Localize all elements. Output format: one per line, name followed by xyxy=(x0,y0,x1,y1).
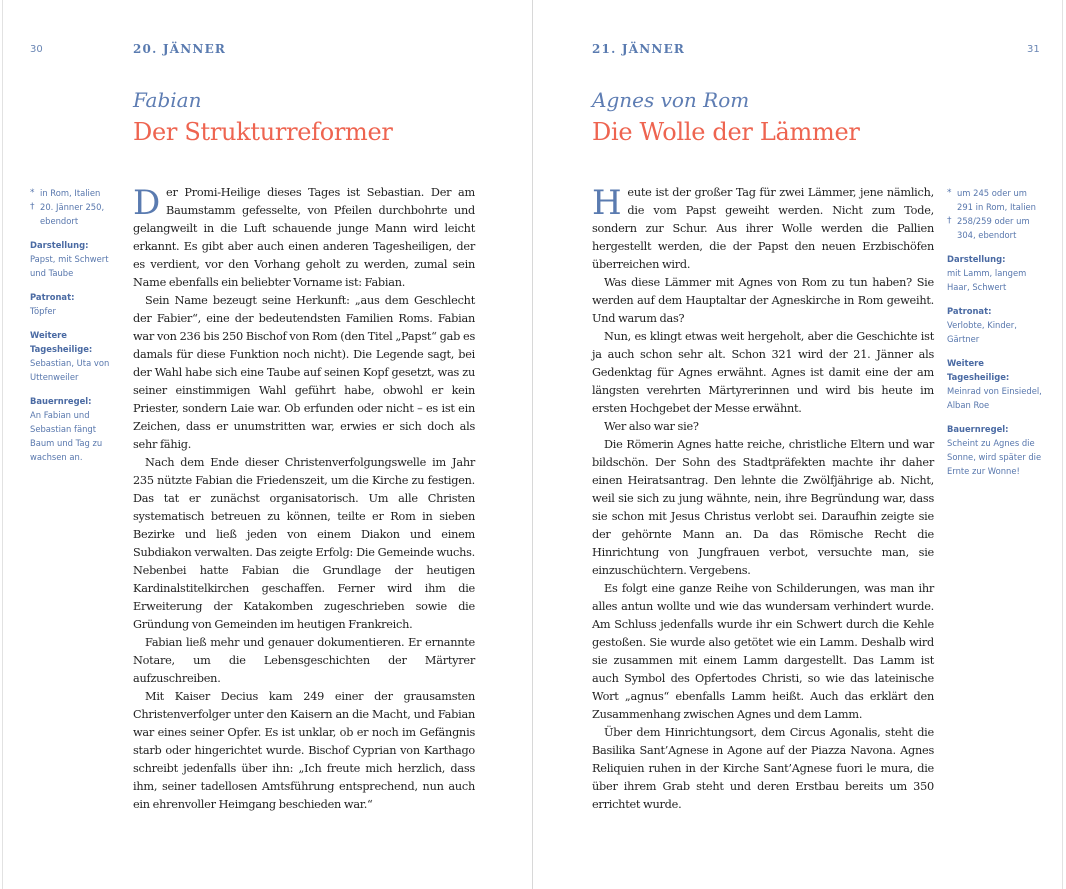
paragraph: Nun, es klingt etwas weit hergeholt, aber die Geschichte ist ja auch schon sehr alt. Schon 321 wird der 21. Jänner als Gedenktag für Agnes erwähnt. Agnes ist damit eine der am längsten verehrten Märtyrerinnen und wird bis heute im ersten Hochgebet der Messe erwähnt. xyxy=(592,330,934,415)
paragraph: Die Römerin Agnes hatte reiche, christliche Eltern und war bildschön. Der Sohn des Stadtpräfekten machte ihr daher einen Heiratsantrag. Den lehnte die Zwölfjährige ab. Nicht, weil sie sich zu jung wähnte, nein, ihre Begründung war, dass sie schon mit Jesus Christus verlobt sei. Daraufhin zeigte sie der gehörnte Mann an. Da das Römische Recht die Hinrichtung von Jungfrauen verbot, versuchte man, sie einzuschüchtern. Vergebens. xyxy=(592,438,934,577)
weitere-label: Weitere Tagesheilige: xyxy=(30,330,93,354)
page-number: 30 xyxy=(30,44,43,55)
body-text xyxy=(133,184,475,814)
birth-text: um 245 oder um 291 in Rom, Italien xyxy=(957,188,1036,212)
body-text xyxy=(592,184,934,814)
paragraph: Über dem Hinrichtungsort, dem Circus Agonalis, steht die Basilika Sant’Agnese in Agone auf der Piazza Navona. Agnes Reliquien ruhen in der Kirche Sant’Agnese fuori le mura, die über ihrem Grab steht und deren Erstbau bereits um 350 errichtet wurde. xyxy=(592,726,934,811)
paragraph: Was diese Lämmer mit Agnes von Rom zu tun haben? Sie werden auf dem Hauptaltar der Agneskirche in Rom geweiht. Und warum das? xyxy=(592,276,934,325)
saint-name: Agnes von Rom xyxy=(592,88,750,112)
patronat-block xyxy=(30,290,118,318)
birth-row xyxy=(947,186,1043,214)
birth-row xyxy=(30,186,118,200)
patronat-text: Töpfer xyxy=(30,306,57,316)
cross-icon: † xyxy=(947,216,952,226)
death-text: 20. Jänner 250, ebendort xyxy=(40,202,105,226)
darstellung-label: Darstellung: xyxy=(30,240,89,250)
bauernregel-block xyxy=(947,422,1043,478)
darstellung-text: Papst, mit Schwert und Taube xyxy=(30,254,109,278)
patronat-label: Patronat: xyxy=(30,292,75,302)
chapter-title: Die Wolle der Lämmer xyxy=(592,118,860,146)
death-row xyxy=(947,214,1043,242)
weitere-text: Meinrad von Einsiedel, Alban Roe xyxy=(947,386,1042,410)
saint-facts-sidebar xyxy=(947,186,1043,478)
page-number: 31 xyxy=(1027,44,1040,55)
paragraph: Sein Name bezeugt seine Herkunft: „aus dem Geschlecht der Fabier“, eine der bedeutendsten Familien Roms. Fabian war von 236 bis 250 Bischof von Rom (den Titel „Papst“ gab es damals für diese Funktion noch nicht). Die Legende sagt, bei der Wahl habe sich eine Taube auf seinen Kopf gesetzt, was zu seiner einstimmigen Wahl geführt habe, obwohl er kein Priester, sondern Laie war. Ob erfunden oder nicht – es ist ein Zeichen, dass er unumstritten war, erwies er sich doch als sehr fähig. xyxy=(133,294,475,451)
bauernregel-label: Bauernregel: xyxy=(30,396,92,406)
saint-facts-sidebar xyxy=(30,186,118,464)
birth-text: in Rom, Italien xyxy=(40,188,101,198)
paragraph: Es folgt eine ganze Reihe von Schilderungen, was man ihr alles antun wollte und wie das wundersam verhindert wurde. Am Schluss jedenfalls wurde ihr ein Schwert durch die Kehle gestoßen. Sie wurde also getötet wie ein Lamm. Deshalb wird sie zusammen mit einem Lamm dargestellt. Das Lamm ist auch Symbol des Opfertodes Christi, so wie das lateinische Wort „agnus“ ebenfalls Lamm heißt. Auch das erklärt den Zusammenhang zwischen Agnes und dem Lamm. xyxy=(592,582,934,721)
cross-icon: † xyxy=(30,202,35,212)
birth-icon: * xyxy=(947,188,952,198)
paragraph: Wer also war sie? xyxy=(604,420,699,433)
chapter-title: Der Strukturreformer xyxy=(133,118,393,146)
weitere-block xyxy=(947,356,1043,412)
paragraph: Mit Kaiser Decius kam 249 einer der grausamsten Christenverfolger unter den Kaisern an die Macht, und Fabian war eines seiner Opfer. Es ist unklar, ob er noch im Gefängnis starb oder hingerichtet wurde. Bischof Cyprian von Karthago schreibt jedenfalls über ihn: „Ich freute mich herzlich, dass ihm, seiner tadellosen Amtsführung entsprechend, nun auch ein ehrenvoller Heimgang beschieden war.“ xyxy=(133,690,475,811)
darstellung-block xyxy=(947,252,1043,294)
paragraph: Der Promi-Heilige dieses Tages ist Sebastian. Der am Baumstamm gefesselte, von Pfeilen durchbohrte und gelangweilt in die Luft schauende junge Mann wird leicht erkannt. Es gibt aber auch einen anderen Tagesheiligen, der es verdient, vor den Vorhang geholt zu werden, zumal sein Name ebenfalls ein beliebter Vorname ist: Fabian. xyxy=(133,183,475,289)
patronat-label: Patronat: xyxy=(947,306,992,316)
death-text: 258/259 oder um 304, ebendort xyxy=(957,216,1030,240)
patronat-block xyxy=(947,304,1043,346)
date-heading: 20. JÄNNER xyxy=(133,42,227,56)
bauernregel-label: Bauernregel: xyxy=(947,424,1009,434)
date-heading: 21. JÄNNER xyxy=(592,42,686,56)
darstellung-text: mit Lamm, langem Haar, Schwert xyxy=(947,268,1027,292)
darstellung-label: Darstellung: xyxy=(947,254,1006,264)
bauernregel-text: Scheint zu Agnes die Sonne, wird später die Ernte zur Wonne! xyxy=(947,438,1042,476)
bauernregel-block xyxy=(30,394,118,464)
darstellung-block xyxy=(30,238,118,280)
drop-cap: D xyxy=(133,183,161,223)
saint-name: Fabian xyxy=(133,88,202,112)
bauernregel-text: An Fabian und Sebastian fängt Baum und Tag zu wachsen an. xyxy=(30,410,103,462)
death-row xyxy=(30,200,118,228)
birth-icon: * xyxy=(30,188,35,198)
paragraph: Fabian ließ mehr und genauer dokumentieren. Er ernannte Notare, um die Lebensgeschichten der Märtyrer aufzuschreiben. xyxy=(133,636,475,685)
weitere-text: Sebastian, Uta von Uttenweiler xyxy=(30,358,110,382)
patronat-text: Verlobte, Kinder, Gärtner xyxy=(947,320,1017,344)
paragraph: Nach dem Ende dieser Christenverfolgungswelle im Jahr 235 nützte Fabian die Friedenszeit, um die Kirche zu festigen. Das tat er zunächst organisatorisch. Um alle Christen systematisch betreuen zu können, teilte er Rom in sieben Bezirke und ließ jeden von einem Diakon und einem Subdiakon verwalten. Das zeigte Erfolg: Die Gemeinde wuchs. Nebenbei hatte Fabian die Grundlage der heutigen Kardinalstitelkirchen geschaffen. Ferner wird ihm die Erweiterung der Katakomben zugeschrieben sowie die Gründung von Gemeinden im heutigen Frankreich. xyxy=(133,456,475,631)
right-page xyxy=(533,0,1066,889)
weitere-block xyxy=(30,328,118,384)
weitere-label: Weitere Tagesheilige: xyxy=(947,358,1010,382)
drop-cap: H xyxy=(592,183,622,223)
paragraph: Heute ist der großer Tag für zwei Lämmer, jene nämlich, die vom Papst geweiht werden. Nicht zum Tode, sondern zur Schur. Aus ihrer Wolle werden die Pallien hergestellt werden, die der Papst den neuen Erzbischöfen überreichen wird. xyxy=(592,183,934,271)
